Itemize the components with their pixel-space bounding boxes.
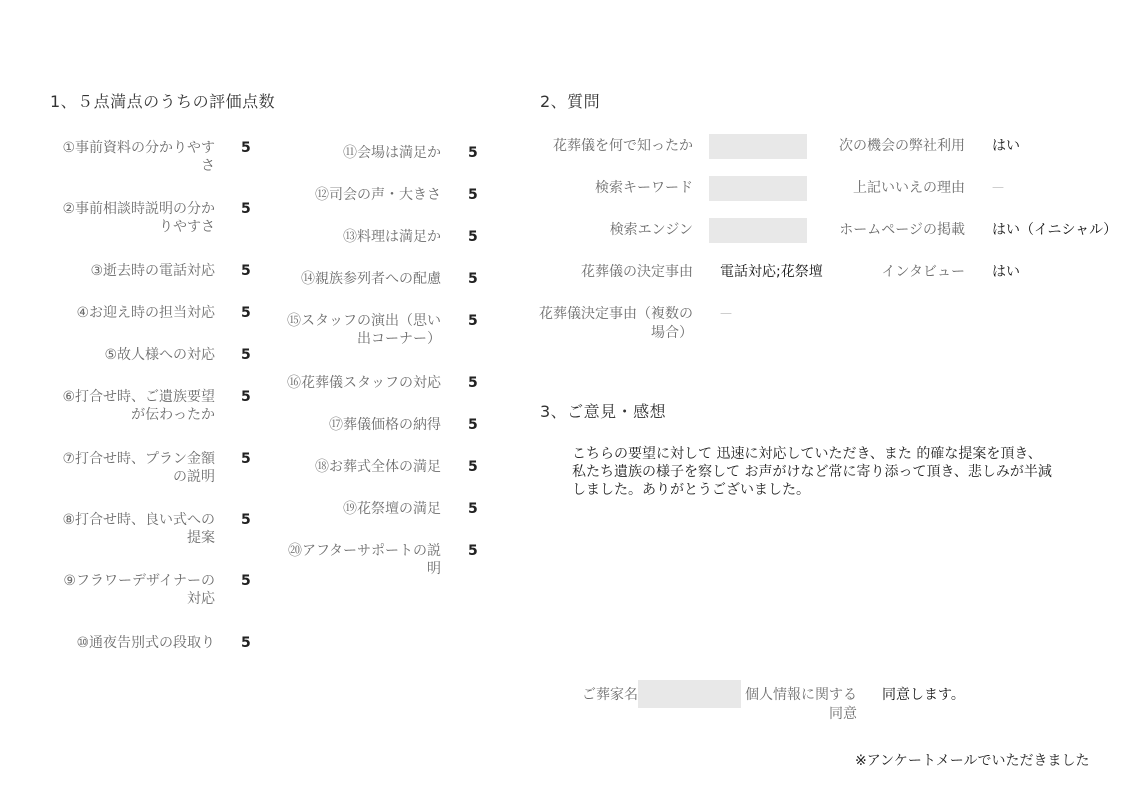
source-note: ※アンケートメールでいただきました bbox=[855, 753, 1090, 769]
opinion-text: こちらの要望に対して 迅速に対応していただき、また 的確な提案を頂き、私たち遺族の様子を察して お声がけなど常に寄り添って頂き、悲しみが半減しました。ありがとうございました。 bbox=[572, 446, 1052, 498]
rating-score: 5 bbox=[241, 635, 251, 651]
rating-question-label: ④お迎え時の担当対応 bbox=[76, 305, 215, 321]
rating-score: 5 bbox=[241, 201, 251, 217]
search-keyword-value-box bbox=[709, 176, 807, 201]
section2-title: 2、質問 bbox=[540, 92, 601, 111]
rating-question-label: ⑧打合せ時、良い式への提案 bbox=[62, 512, 215, 546]
rating-question-label: ⑤故人様への対応 bbox=[104, 347, 215, 363]
rating-question-label: ②事前相談時説明の分かりやすさ bbox=[62, 201, 215, 235]
interview-label: インタビュー bbox=[881, 264, 965, 280]
decision-reason-multi-value: — bbox=[720, 306, 732, 320]
how-known-label: 花葬儀を何で知ったか bbox=[553, 138, 693, 154]
rating-score: 5 bbox=[468, 417, 478, 433]
rating-question-label: ⑭親族参列者への配慮 bbox=[301, 271, 441, 287]
section1-title: 1、５点満点のうちの評価点数 bbox=[50, 92, 276, 111]
rating-score: 5 bbox=[468, 271, 478, 287]
rating-question-label: ⑪会場は満足か bbox=[343, 145, 441, 161]
rating-question-label: ⑨フラワーデザイナーの対応 bbox=[63, 573, 215, 607]
rating-question-label: ①事前資料の分かりやすさ bbox=[62, 140, 215, 174]
rating-score: 5 bbox=[468, 543, 478, 559]
rating-score: 5 bbox=[468, 187, 478, 203]
rating-question-label: ⑫司会の声・大きさ bbox=[315, 187, 441, 203]
rating-score: 5 bbox=[241, 140, 251, 156]
rating-question-label: ⑱お葬式全体の満足 bbox=[315, 459, 441, 475]
search-engine-value-box bbox=[709, 218, 807, 243]
rating-score: 5 bbox=[241, 263, 251, 279]
family-name-label: ご葬家名 bbox=[582, 687, 638, 703]
rating-question-label: ⑲花祭壇の満足 bbox=[343, 501, 441, 517]
no-reason-value: — bbox=[992, 180, 1004, 194]
rating-score: 5 bbox=[468, 229, 478, 245]
no-reason-label: 上記いいえの理由 bbox=[853, 180, 965, 196]
rating-score: 5 bbox=[468, 501, 478, 517]
rating-score: 5 bbox=[468, 313, 478, 329]
rating-question-label: ③逝去時の電話対応 bbox=[90, 263, 215, 279]
search-engine-label: 検索エンジン bbox=[609, 222, 693, 238]
rating-question-label: ⑰葬儀価格の納得 bbox=[329, 417, 441, 433]
rating-question-label: ⑮スタッフの演出（思い出コーナー） bbox=[287, 313, 441, 347]
next-use-label: 次の機会の弊社利用 bbox=[839, 138, 965, 154]
privacy-label: 個人情報に関する同意 bbox=[745, 687, 857, 722]
rating-score: 5 bbox=[241, 305, 251, 321]
rating-score: 5 bbox=[468, 145, 478, 161]
rating-score: 5 bbox=[468, 459, 478, 475]
rating-score: 5 bbox=[241, 347, 251, 363]
privacy-value: 同意します。 bbox=[882, 687, 965, 703]
rating-question-label: ⑬料理は満足か bbox=[343, 229, 441, 245]
homepage-label: ホームページの掲載 bbox=[839, 222, 965, 238]
next-use-value: はい bbox=[992, 138, 1020, 154]
rating-question-label: ⑯花葬儀スタッフの対応 bbox=[287, 375, 441, 391]
rating-score: 5 bbox=[241, 573, 251, 589]
decision-reason-label: 花葬儀の決定事由 bbox=[581, 264, 693, 280]
search-keyword-label: 検索キーワード bbox=[595, 180, 693, 196]
decision-reason-value: 電話対応;花祭壇 bbox=[720, 264, 823, 280]
rating-score: 5 bbox=[241, 512, 251, 528]
decision-reason-multi-label: 花葬儀決定事由（複数の場合） bbox=[539, 306, 693, 341]
how-known-value-box bbox=[709, 134, 807, 159]
rating-score: 5 bbox=[468, 375, 478, 391]
rating-question-label: ⑩通夜告別式の段取り bbox=[76, 635, 215, 651]
rating-question-label: ⑥打合せ時、ご遺族要望が伝わったか bbox=[62, 389, 215, 423]
rating-score: 5 bbox=[241, 389, 251, 405]
family-name-value-box bbox=[638, 680, 741, 708]
rating-score: 5 bbox=[241, 451, 251, 467]
rating-question-label: ⑦打合せ時、プラン金額の説明 bbox=[62, 451, 215, 485]
interview-value: はい bbox=[992, 264, 1020, 280]
rating-question-label: ⑳アフターサポートの説明 bbox=[287, 543, 441, 577]
homepage-value: はい（イニシャル） bbox=[992, 222, 1118, 238]
section3-title: 3、ご意見・感想 bbox=[540, 402, 667, 421]
